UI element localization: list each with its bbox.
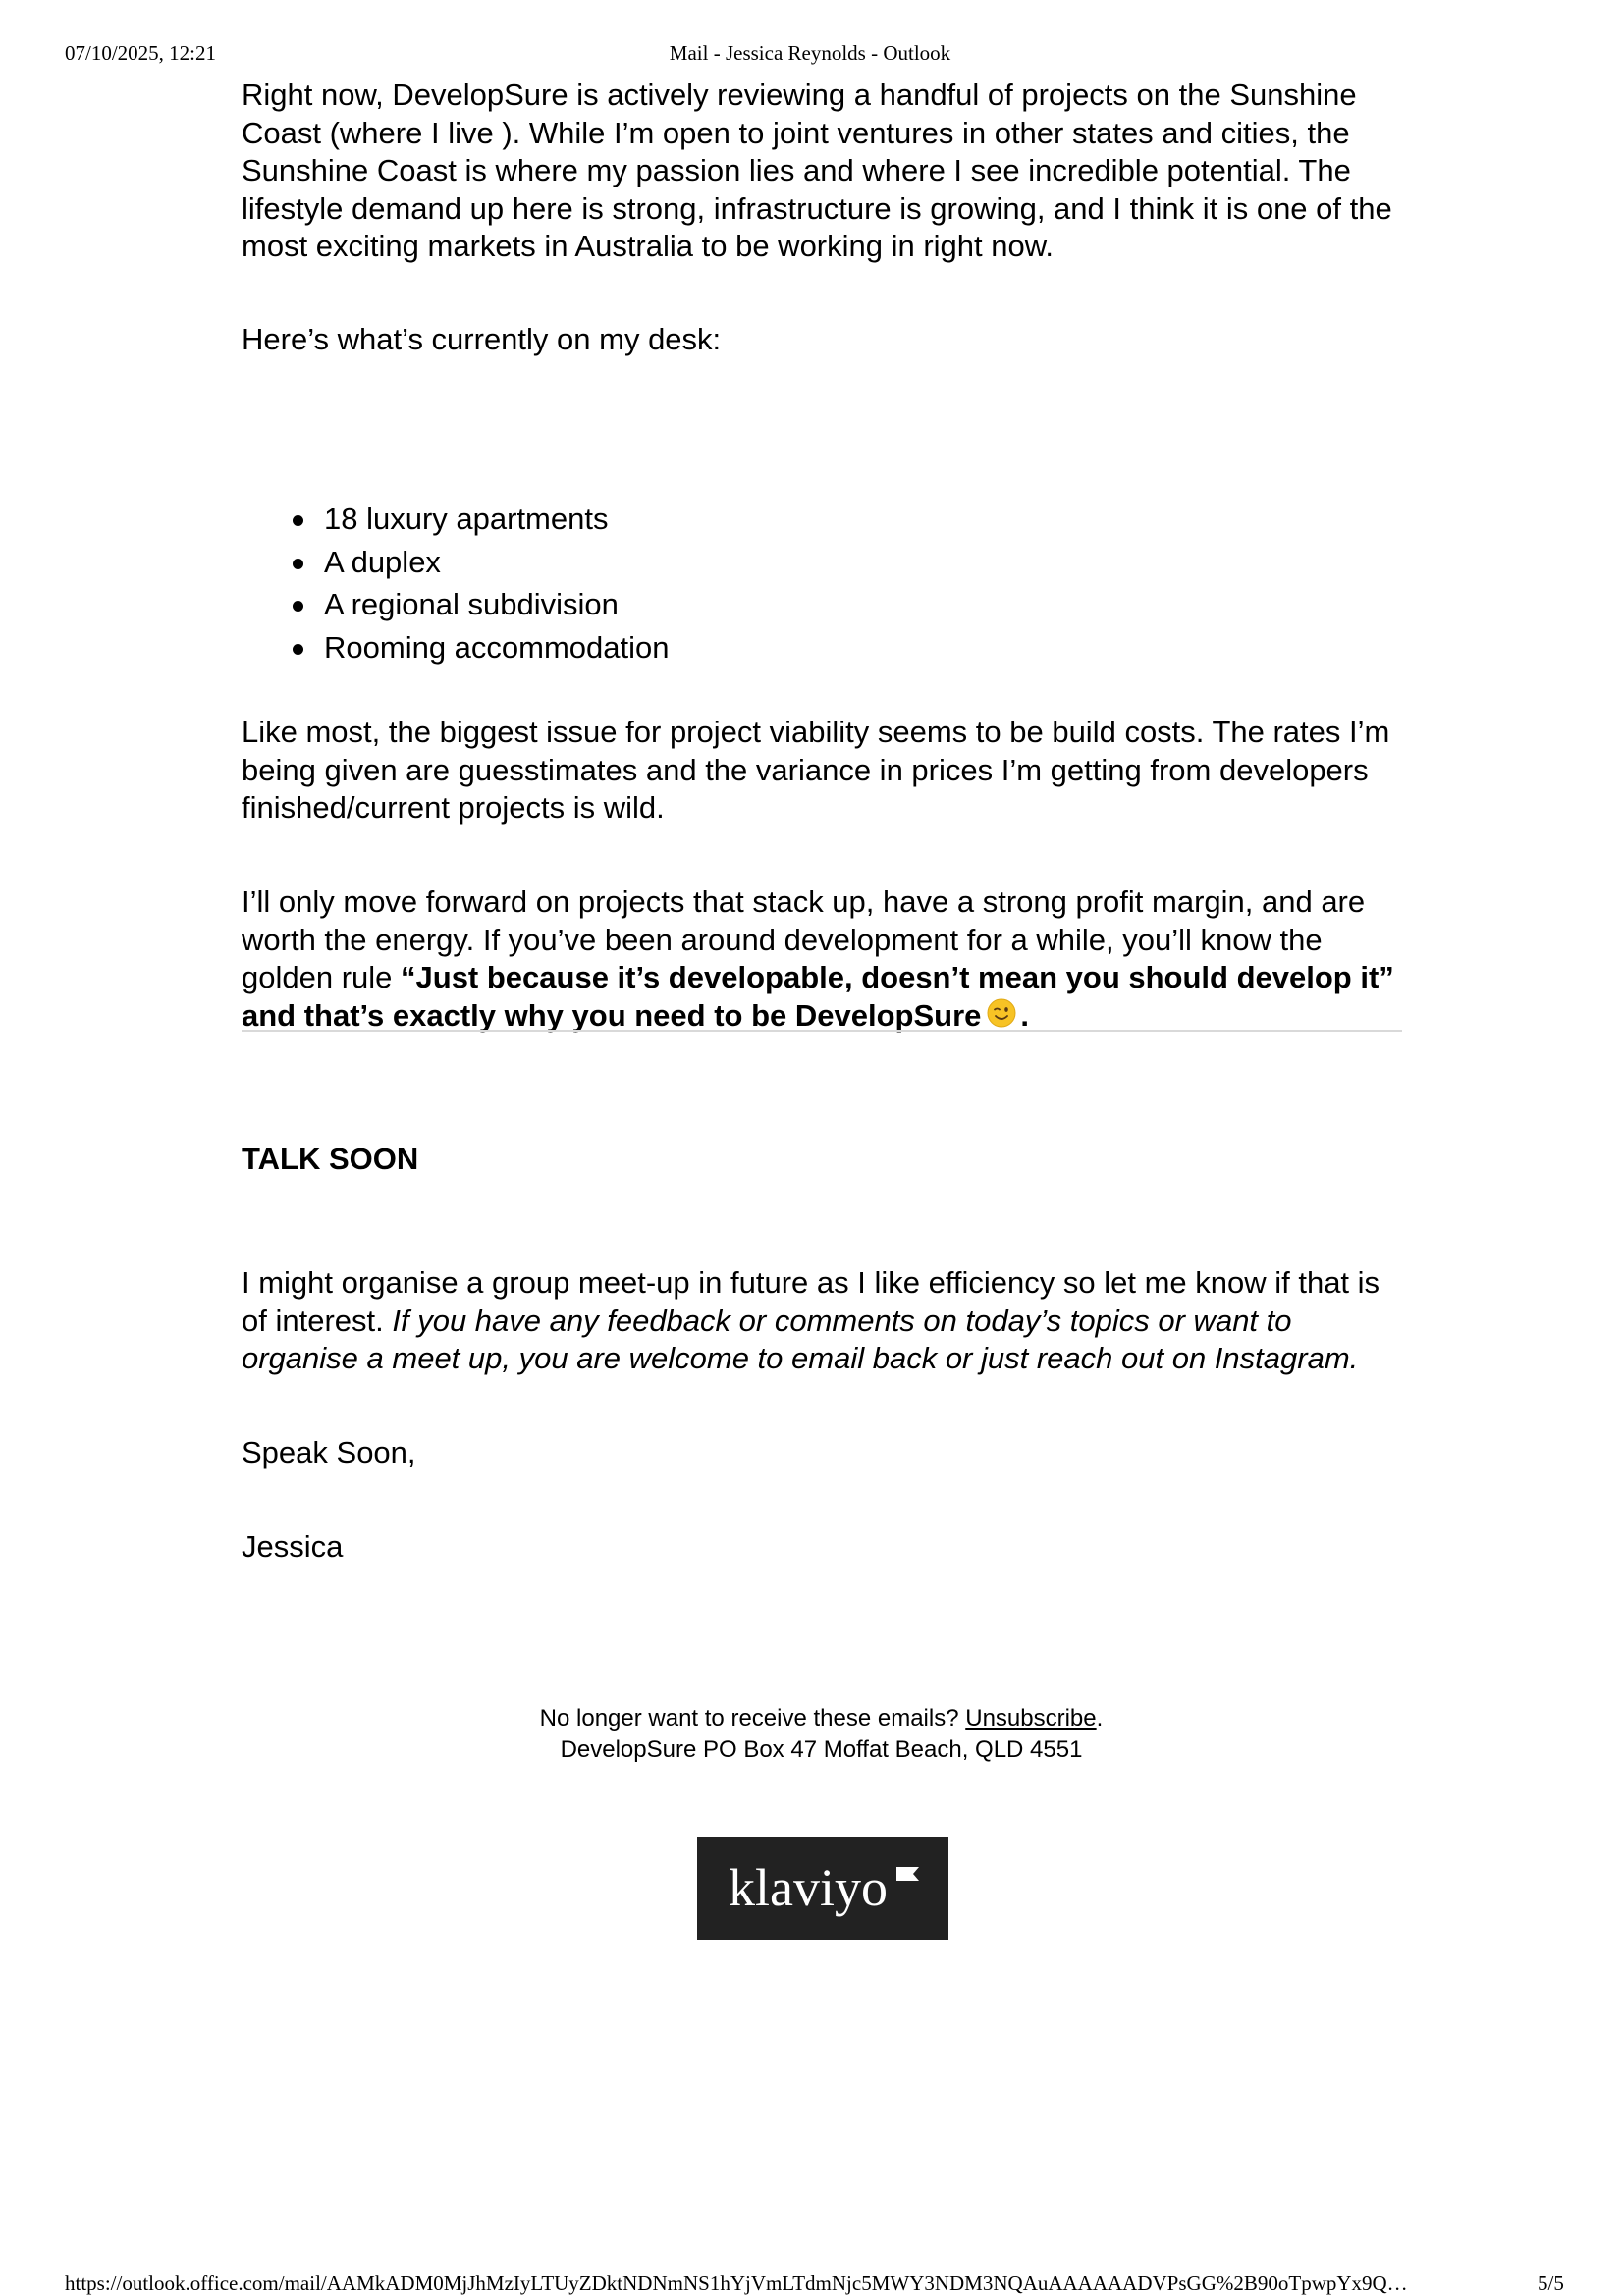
- meetup-paragraph: [242, 1264, 1410, 1378]
- klaviyo-flag-icon: [896, 1867, 919, 1881]
- klaviyo-wordmark: klaviyo: [729, 1858, 888, 1917]
- project-list: [242, 501, 670, 671]
- unsubscribe-prefix: No longer want to receive these emails?: [539, 1705, 966, 1732]
- meetup-italic-text: If you have any feedback or comments on today’s topics or want to organise a meet up, you are welcome to email back or just reach out on Instagram.: [242, 1303, 1359, 1375]
- list-item: A regional subdivision: [242, 586, 670, 629]
- talk-soon-heading: TALK SOON: [242, 1142, 419, 1176]
- forward-paragraph: [242, 883, 1410, 1035]
- forward-text: I’ll only move forward on projects that stack up, have a strong profit margin, and are worth the energy. If you’ve been around development for a while, you’ll know the golden rule: [242, 884, 1366, 994]
- page-number: 5/5: [1538, 2271, 1564, 2295]
- golden-rule-quote: “Just because it’s developable, doesn’t mean you should develop it” and that’s exactly why you need to be DevelopSure: [242, 960, 1394, 1033]
- unsubscribe-link[interactable]: Unsubscribe: [965, 1705, 1097, 1732]
- footer-address: DevelopSure PO Box 47 Moffat Beach, QLD 4551: [560, 1736, 1083, 1763]
- signoff: Speak Soon,: [242, 1435, 416, 1469]
- desk-intro: Here’s what’s currently on my desk:: [242, 322, 722, 356]
- signature: Jessica: [242, 1529, 344, 1564]
- forward-end: .: [1020, 997, 1030, 1033]
- print-datetime: 07/10/2025, 12:21: [65, 41, 217, 65]
- list-item: 18 luxury apartments: [242, 501, 670, 544]
- print-title: Mail - Jessica Reynolds - Outlook: [669, 41, 951, 65]
- costs-paragraph: Like most, the biggest issue for project viability seems to be build costs. The rates I’m being given are guesstimates and the variance in prices I’m getting from developers finished/current projects is wild.: [242, 715, 1390, 825]
- meetup-text: I might organise a group meet-up in future as I like efficiency so let me know if that is of interest.: [242, 1265, 1380, 1338]
- list-item: Rooming accommodation: [242, 629, 670, 672]
- section-divider: [242, 1030, 1402, 1032]
- klaviyo-logo-icon: [697, 1837, 948, 1940]
- email-body: [242, 77, 1410, 1033]
- unsubscribe-line: [0, 1703, 1623, 1735]
- list-item: A duplex: [242, 544, 670, 587]
- klaviyo-badge[interactable]: [697, 1837, 948, 1940]
- print-header: [0, 41, 1623, 71]
- email-footer: [0, 1703, 1623, 1766]
- intro-paragraph: Right now, DevelopSure is actively reviewing a handful of projects on the Sunshine Coast (where I live ). While I’m open to joint ventures in other states and cities, the Sunshine Coast is where my passion lies and where I see incredible potential. The lifestyle demand up here is strong, infrastructure is growing, and I think it is one of the most exciting markets in Australia to be working in right now.: [242, 78, 1392, 263]
- print-url: https://outlook.office.com/mail/AAMkADM0MjJhMzIyLTUyZDktNDNmNS1hYjVmLTdmNjc5MWY3NDM3NQAuAAAAAADVPsGG%2B90oTpwpYx9Q…: [65, 2271, 1408, 2295]
- unsubscribe-suffix: .: [1096, 1705, 1104, 1732]
- winking-face-icon: [987, 998, 1016, 1028]
